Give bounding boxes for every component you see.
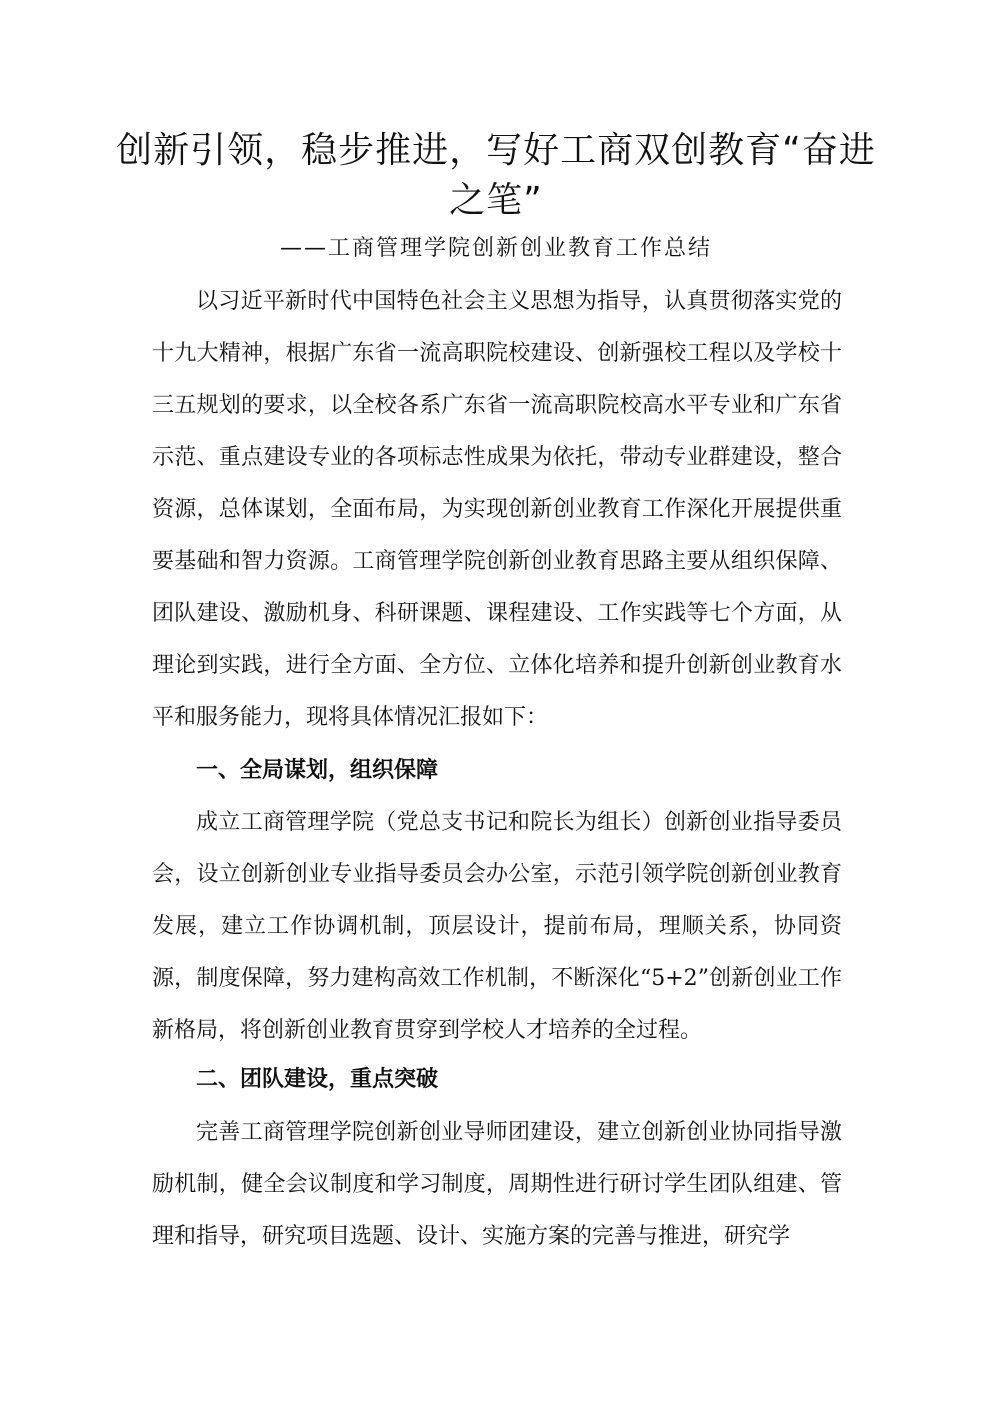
intro-paragraph: 以习近平新时代中国特色社会主义思想为指导，认真贯彻落实党的十九大精神，根据广东省一流高职院校建设、创新强校工程以及学校十三五规划的要求，以全校各系广东省一流高职院校高水平专业和广东省示范、重点建设专业的各项标志性成果为依托，带动专业群建设，整合资源，总体谋划，全面布局，为实现创新创业教育工作深化开展提供重要基础和智力资源。工商管理学院创新创业教育思路主要从组织保障、团队建设、激励机身、科研课题、课程建设、工作实践等七个方面，从理论到实践，进行全方面、全方位、立体化培养和提升创新创业教育水平和服务能力，现将具体情况汇报如下：: [152, 289, 842, 730]
section-body-2: 完善工商管理学院创新创业导师团建设，建立创新创业协同指导激励机制，健全会议制度和学习制度，周期性进行研讨学生团队组建、管理和指导，研究项目选题、设计、实施方案的完善与推进，研究学: [152, 1120, 842, 1249]
section-body-1: 成立工商管理学院（党总支书记和院长为组长）创新创业指导委员会，设立创新创业专业指导委员会办公室，示范引领学院创新创业教育发展，建立工作协调机制，顶层设计，提前布局，理顺关系，协同资源，制度保障，努力建构高效工作机制，不断深化“5+2”创新创业工作新格局，将创新创业教育贯穿到学校人才培养的全过程。: [152, 810, 842, 1043]
section-heading-2: 二、团队建设，重点突破: [196, 1067, 439, 1092]
document-subtitle: ——工商管理学院创新创业教育工作总结: [279, 236, 712, 261]
document-title: 创新引领，稳步推进，写好工商双创教育“奋进之笔”: [116, 130, 876, 221]
section-heading-1: 一、全局谋划，组织保障: [196, 758, 439, 783]
